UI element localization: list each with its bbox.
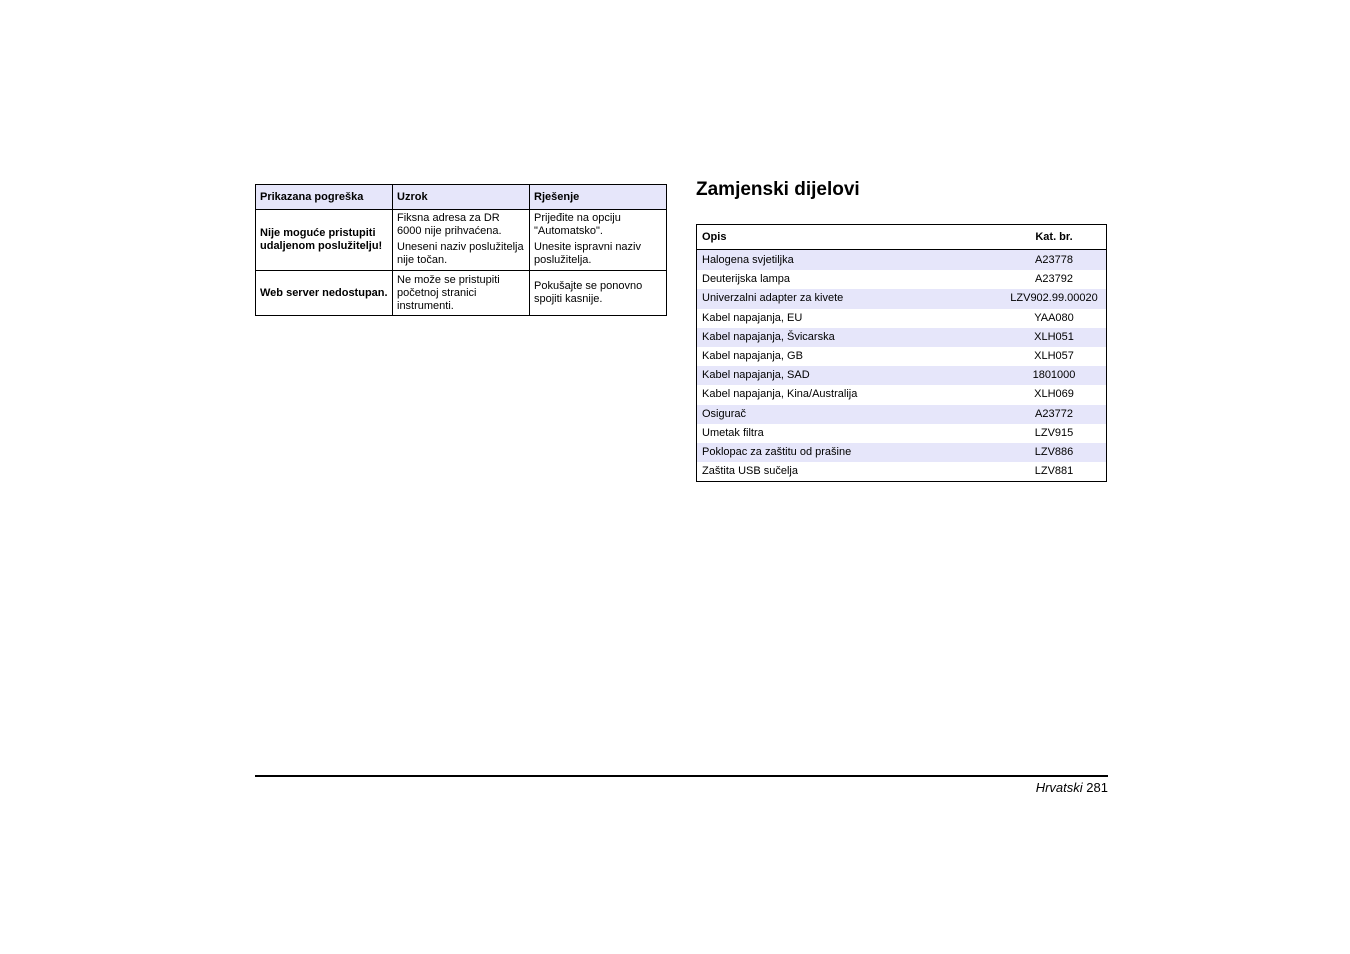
table-row (697, 443, 1107, 462)
part-description: Univerzalni adapter za kivete (697, 289, 1004, 308)
cause-text: Ne može se pristupiti početnoj stranici instrumenti. (397, 273, 500, 312)
part-number: XLH051 (1003, 328, 1107, 347)
table-row (697, 385, 1107, 404)
error-message: Web server nedostupan. (256, 271, 393, 316)
page-footer (1036, 780, 1108, 795)
solution-cell (530, 271, 667, 316)
table-row (697, 424, 1107, 443)
part-description: Kabel napajanja, GB (702, 350, 803, 363)
table-row (697, 462, 1107, 482)
part-description: Kabel napajanja, SAD (697, 366, 1004, 385)
table-row (697, 366, 1107, 385)
part-description: Halogena svjetiljka (697, 250, 1004, 271)
page-number: 281 (1086, 780, 1108, 795)
part-number: A23792 (1035, 273, 1073, 286)
part-description: Kabel napajanja, Kina/Australija (702, 388, 858, 401)
table-row (256, 271, 667, 316)
part-description: Osigurač (697, 405, 1004, 424)
error-table (255, 184, 667, 316)
part-number: 1801000 (1003, 366, 1107, 385)
parts-table (696, 224, 1107, 482)
solution-text: Prijeđite na opciju "Automatsko". (534, 212, 621, 237)
part-number: LZV886 (1003, 443, 1107, 462)
part-number: LZV902.99.00020 (1003, 289, 1107, 308)
column-header-solution: Rješenje (530, 185, 667, 210)
table-row (697, 405, 1107, 424)
cause-cell (393, 210, 530, 271)
footer-language: Hrvatski (1035, 780, 1083, 795)
column-header-catalog-number: Kat. br. (1003, 225, 1107, 250)
table-row (697, 309, 1107, 328)
table-row (697, 270, 1107, 289)
column-header-error: Prikazana pogreška (256, 185, 393, 210)
part-number: A23772 (1003, 405, 1107, 424)
parts-table-header-row (697, 225, 1107, 250)
solution-text: Unesite ispravni naziv poslužitelja. (534, 241, 641, 266)
column-header-cause: Uzrok (393, 185, 530, 210)
part-number: XLH057 (1034, 350, 1074, 363)
part-number: LZV881 (1034, 465, 1074, 478)
part-number: YAA080 (1034, 311, 1074, 324)
part-number: A23778 (1003, 250, 1107, 271)
error-message: Nije moguće pristupiti udaljenom poslužitelju! (256, 210, 393, 271)
cause-text: Uneseni naziv poslužitelja nije točan. (397, 241, 524, 266)
part-number: LZV915 (1034, 426, 1074, 439)
part-description: Deuterijska lampa (702, 273, 791, 286)
footer-divider (255, 775, 1108, 777)
table-row (697, 328, 1107, 347)
part-description: Poklopac za zaštitu od prašine (697, 443, 1004, 462)
part-description: Kabel napajanja, EU (702, 311, 803, 324)
table-row (697, 347, 1107, 366)
cause-text: Fiksna adresa za DR 6000 nije prihvaćena. (397, 212, 502, 237)
error-table-header-row (256, 185, 667, 210)
cause-cell (393, 271, 530, 316)
column-header-description: Opis (697, 225, 1004, 250)
section-title: Zamjenski dijelovi (696, 179, 860, 200)
table-row (697, 289, 1107, 308)
part-description: Umetak filtra (702, 426, 764, 439)
table-row (697, 250, 1107, 271)
solution-text: Pokušajte se ponovno spojiti kasnije. (534, 280, 643, 305)
table-row (256, 210, 667, 271)
part-description: Zaštita USB sučelja (702, 465, 798, 478)
solution-cell (530, 210, 667, 271)
part-number: XLH069 (1034, 388, 1074, 401)
part-description: Kabel napajanja, Švicarska (697, 328, 1004, 347)
